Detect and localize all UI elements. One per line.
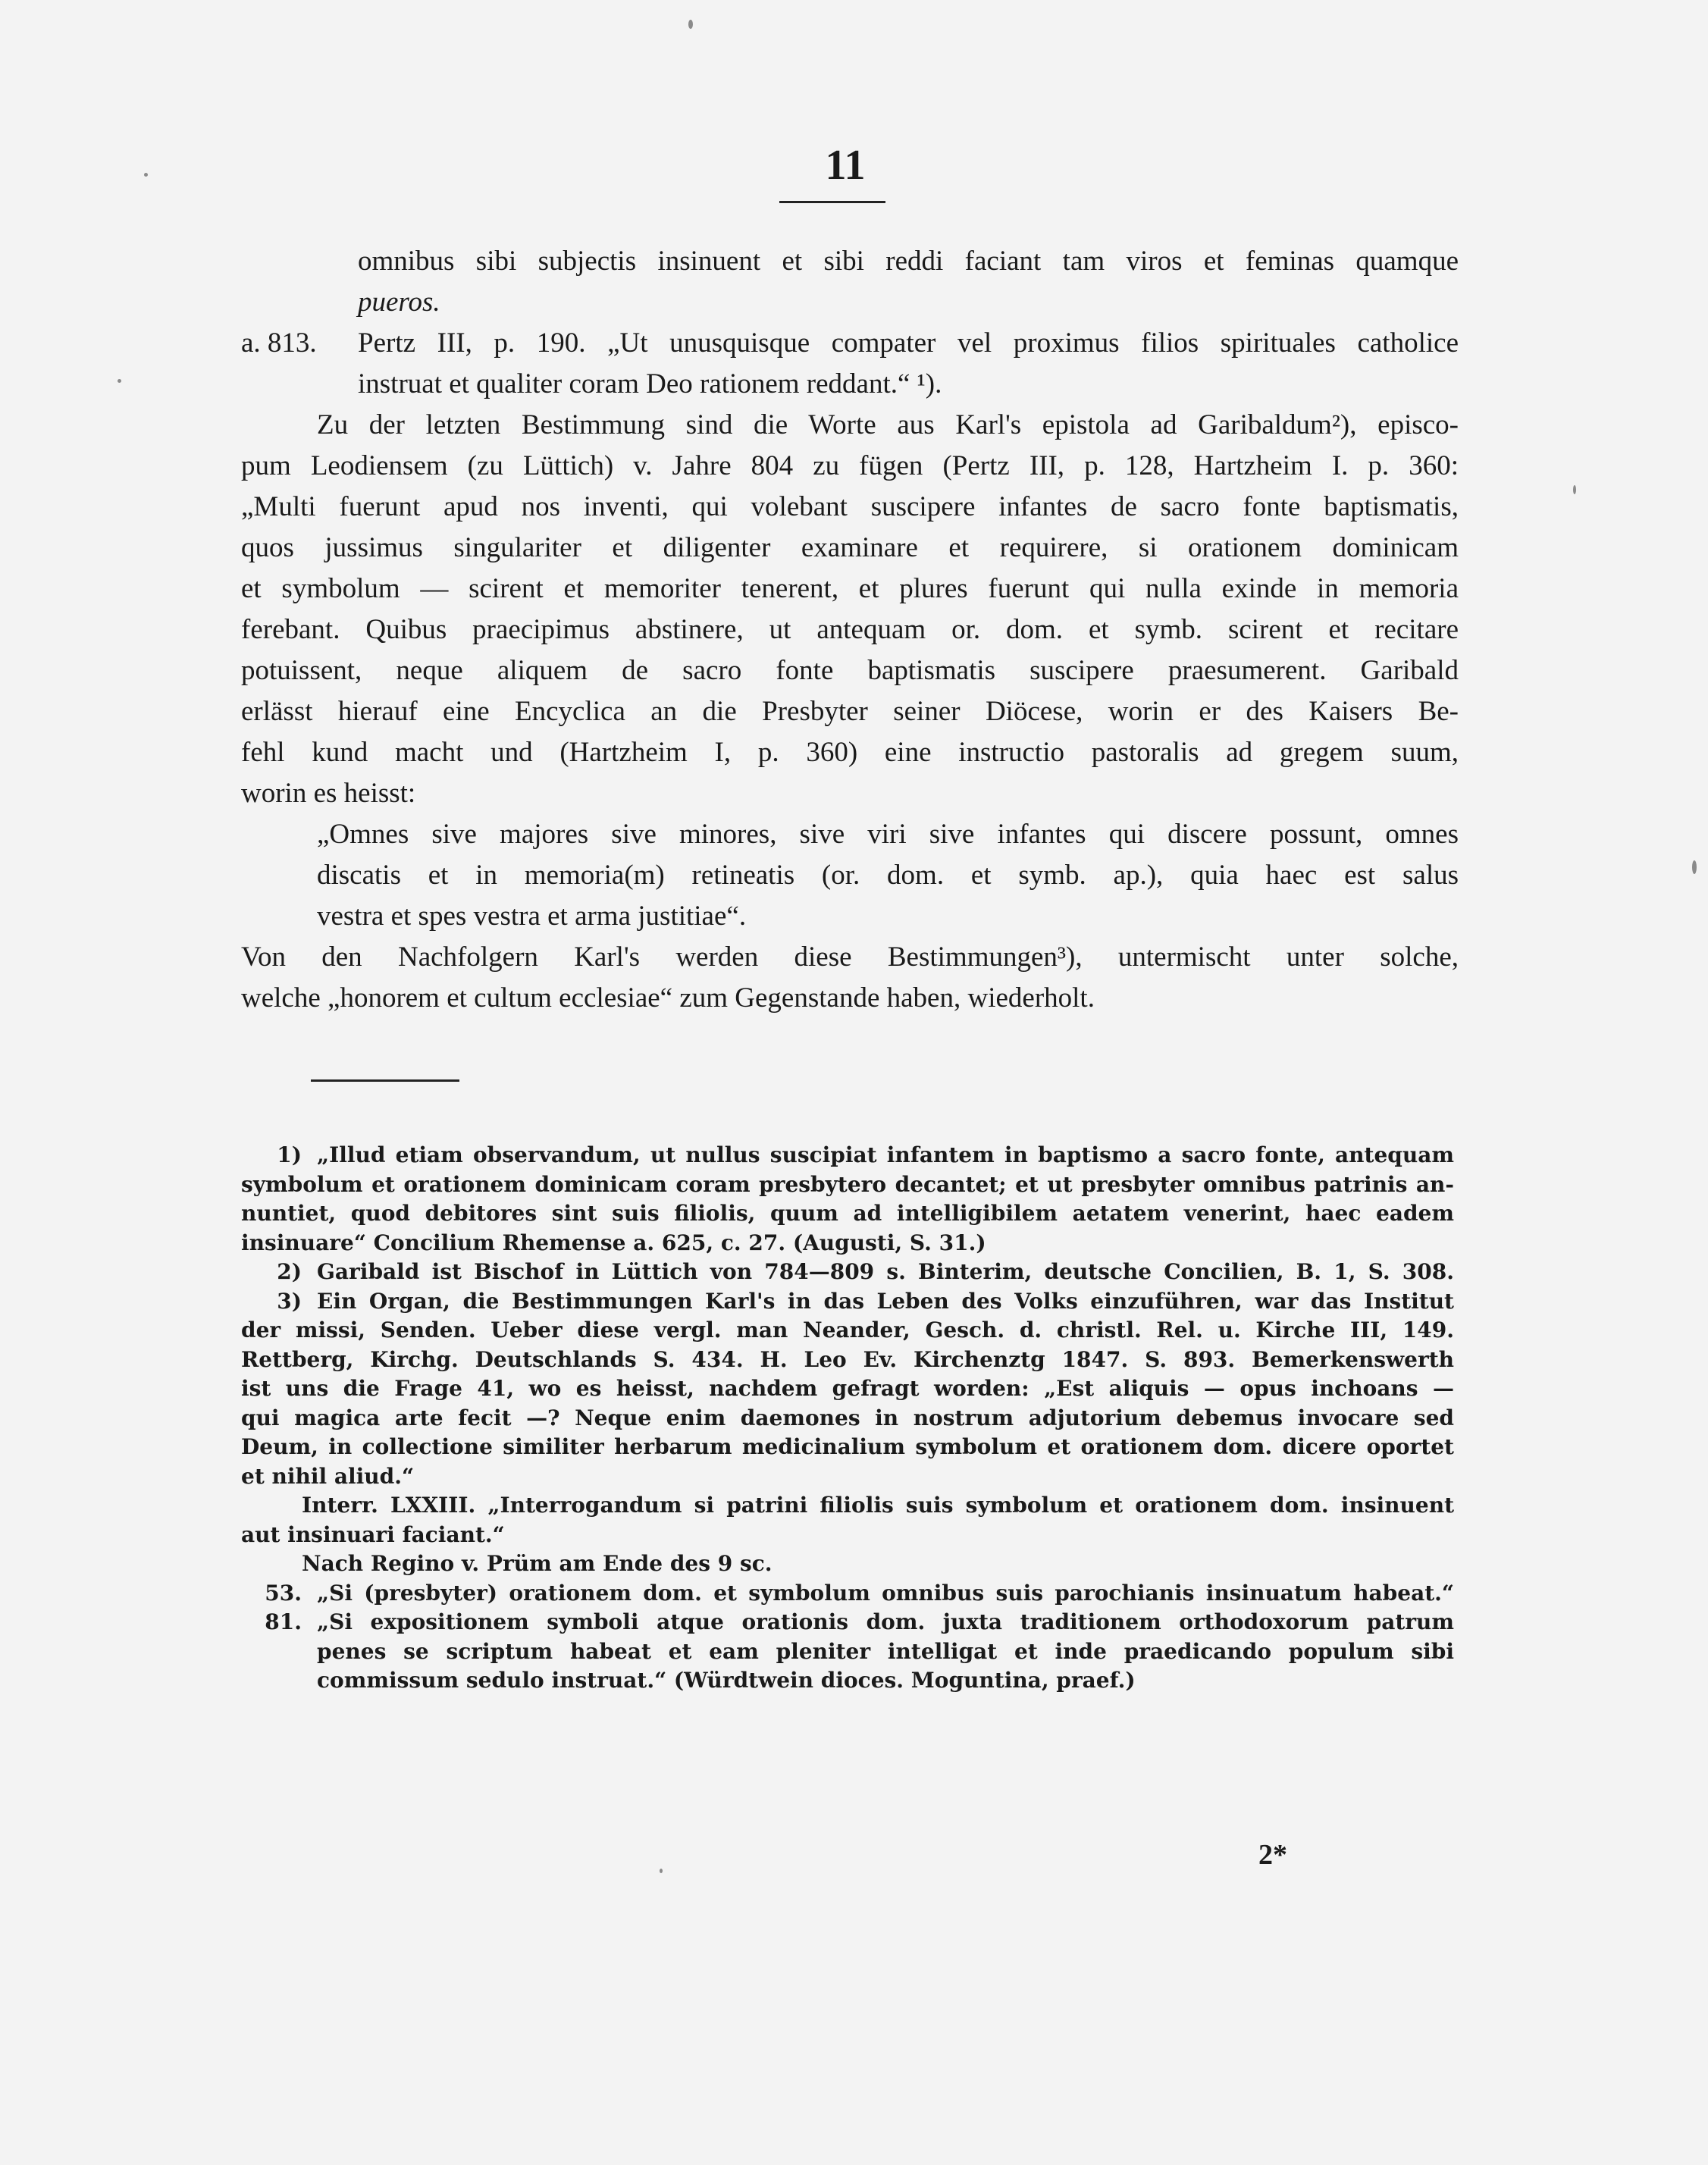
- footnote-number: 2): [277, 1259, 302, 1284]
- footnote-line: Nach Regino v. Prüm am Ende des 9 sc.: [302, 1551, 773, 1576]
- footnote-line: insinuare“ Concilium Rhemense a. 625, c. 27. (Augusti, S. 31.): [241, 1230, 986, 1255]
- paragraph-line: et symbolum — scirent et memoriter tenerent, et plures fuerunt qui nulla exinde in memoria: [241, 573, 1459, 604]
- paragraph-line: pum Leodiensem (zu Lüttich) v. Jahre 804 zu fügen (Pertz III, p. 128, Hartzheim I. p. 360:: [241, 450, 1459, 481]
- paragraph-line: worin es heisst:: [241, 778, 416, 809]
- footnote-line: symbolum et orationem dominicam coram presbytero decantet; et ut presbyter omnibus patrinis an-: [241, 1171, 1454, 1197]
- footnotes: [241, 1141, 1454, 1696]
- footnote-line: der missi, Senden. Ueber diese vergl. man Neander, Gesch. d. christl. Rel. u. Kirche III, 149.: [241, 1317, 1454, 1343]
- scan-speck: [118, 379, 121, 383]
- quotation-block: [241, 814, 1459, 937]
- paragraph-line: erlässt hierauf eine Encyclica an die Presbyter seiner Diöcese, worin er des Kaisers Be-: [241, 696, 1459, 727]
- scan-speck: [1573, 485, 1576, 494]
- quote-line: „Omnes sive majores sive minores, sive viri sive infantes qui discere possunt, omnes: [317, 819, 1459, 850]
- footnote-line: „Si (presbyter) orationem dom. et symbolum omnibus suis parochianis insinuatum habeat.“: [317, 1580, 1454, 1606]
- paragraph-2: [241, 937, 1459, 1019]
- scan-speck: [144, 173, 148, 177]
- footnote-number: 3): [277, 1288, 302, 1314]
- regino-note: [241, 1549, 1454, 1579]
- footnote-2: [241, 1258, 1454, 1287]
- footnote-number: 1): [277, 1142, 302, 1167]
- entry-line: Pertz III, p. 190. „Ut unusquisque compater vel proximus filios spirituales catholice: [358, 327, 1459, 359]
- item-81: [241, 1608, 1454, 1696]
- item-number: 81.: [265, 1609, 302, 1634]
- main-line: pueros.: [358, 287, 440, 318]
- page-number: 11: [825, 142, 866, 189]
- paragraph-line: Von den Nachfolgern Karl's werden diese Bestimmungen³), untermischt unter solche,: [241, 942, 1459, 973]
- paragraph-line: „Multi fuerunt apud nos inventi, qui volebant suscipere infantes de sacro fonte baptismatis,: [241, 491, 1459, 522]
- footnote-line: nuntiet, quod debitores sint suis filiolis, quum ad intelligibilem aetatem venerint, haec eadem: [241, 1201, 1454, 1226]
- page-number-rule: [779, 201, 885, 203]
- entry-label: a. 813.: [241, 327, 317, 359]
- paragraph-line: Zu der letzten Bestimmung sind die Worte aus Karl's epistola ad Garibaldum²), episco-: [317, 409, 1459, 440]
- footnote-line: qui magica arte fecit —? Neque enim daemones in nostrum adjutorium debemus invocare sed: [241, 1405, 1454, 1430]
- item-number: 53.: [265, 1580, 302, 1606]
- paragraph-line: potuissent, neque aliquem de sacro fonte baptismatis suscipere praesumerent. Garibald: [241, 655, 1459, 686]
- scan-speck: [1692, 860, 1697, 874]
- quote-line: vestra et spes vestra et arma justitiae“.: [317, 901, 747, 932]
- main-line: omnibus sibi subjectis insinuent et sibi reddi faciant tam viros et feminas quamque: [358, 246, 1459, 277]
- footnote-line: Garibald ist Bischof in Lüttich von 784—809 s. Binterim, deutsche Concilien, B. 1, S. 308.: [317, 1259, 1454, 1284]
- entry-813: [241, 323, 1459, 405]
- footnote-line: commissum sedulo instruat.“ (Würdtwein dioces. Moguntina, praef.): [317, 1668, 1136, 1693]
- footnote-line: aut insinuari faciant.“: [241, 1521, 505, 1547]
- paragraph-line: quos jussimus singulariter et diligenter examinare et requirere, si orationem dominicam: [241, 532, 1459, 563]
- paragraph-line: fehl kund macht und (Hartzheim I, p. 360) eine instructio pastoralis ad gregem suum,: [241, 737, 1459, 768]
- footnote-line: Ein Organ, die Bestimmungen Karl's in das Leben des Volks einzuführen, war das Institut: [317, 1288, 1454, 1314]
- footnote-line: et nihil aliud.“: [241, 1463, 415, 1489]
- footnote-line: ist uns die Frage 41, wo es heisst, nachdem gefragt worden: „Est aliquis — opus inchoans —: [241, 1376, 1454, 1401]
- main-text: [241, 241, 1459, 1019]
- item-53: [241, 1579, 1454, 1609]
- footnote-line: „Si expositionem symboli atque orationis dom. juxta traditionem orthodoxorum patrum: [317, 1609, 1454, 1634]
- footnote-3: [241, 1287, 1454, 1317]
- quote-line: discatis et in memoria(m) retineatis (or. dom. et symb. ap.), quia haec est salus: [317, 860, 1459, 891]
- scan-speck: [688, 20, 693, 29]
- footnote-line: Interr. LXXIII. „Interrogandum si patrini filiolis suis symbolum et orationem dom. insinuent: [302, 1493, 1454, 1518]
- footnote-rule: [311, 1079, 459, 1082]
- footnote-line: Rettberg, Kirchg. Deutschlands S. 434. H. Leo Ev. Kirchenztg 1847. S. 893. Bemerkenswerth: [241, 1346, 1454, 1372]
- footnote-1: [241, 1141, 1454, 1170]
- signature-mark: 2*: [1258, 1839, 1287, 1871]
- paragraph-line: welche „honorem et cultum ecclesiae“ zum Gegenstande haben, wiederholt.: [241, 982, 1095, 1014]
- interrogation: [241, 1491, 1454, 1521]
- scan-speck: [660, 1869, 663, 1873]
- paragraph-line: ferebant. Quibus praecipimus abstinere, ut antequam or. dom. et symb. scirent et recitare: [241, 614, 1459, 645]
- entry-line: instruat et qualiter coram Deo rationem reddant.“ ¹).: [358, 368, 942, 399]
- footnote-line: Deum, in collectione similiter herbarum medicinalium symbolum et orationem dom. dicere oportet: [241, 1434, 1454, 1459]
- footnote-line: „Illud etiam observandum, ut nullus suscipiat infantem in baptismo a sacro fonte, antequam: [317, 1142, 1454, 1167]
- footnote-line: penes se scriptum habeat et eam pleniter intelligat et inde praedicando populum sibi: [317, 1638, 1454, 1664]
- paragraph-1: [241, 405, 1459, 814]
